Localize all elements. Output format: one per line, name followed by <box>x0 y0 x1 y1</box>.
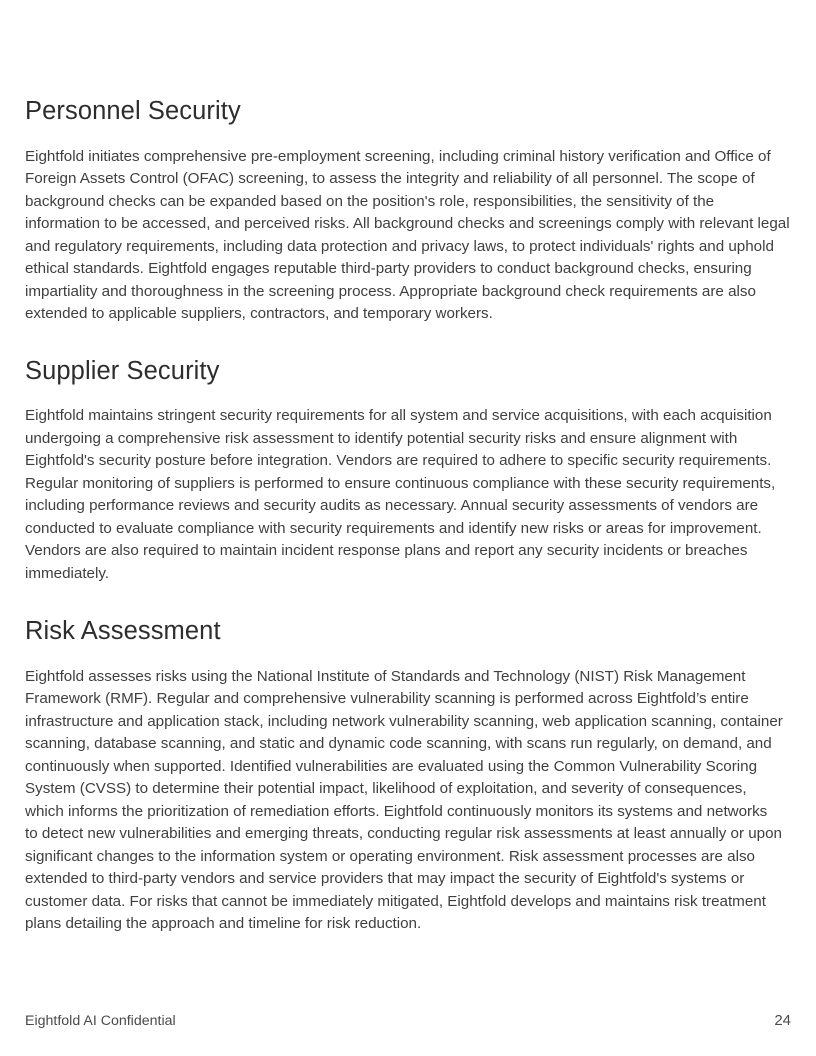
footer-confidentiality-label: Eightfold AI Confidential <box>25 1013 176 1029</box>
section-risk-assessment <box>25 616 793 936</box>
section-supplier-security <box>25 356 793 586</box>
section-personnel-security <box>25 96 793 326</box>
document-content <box>25 96 793 936</box>
section-heading: Risk Assessment <box>25 617 221 646</box>
section-body-paragraph: Eightfold assesses risks using the National Institute of Standards and Technology (NIST) Risk Management Framework (RMF). Regular and comprehensive vulnerability scanning is performed across Eightfold’s entire infrastructure and application stack, including network vulnerability scanning, web application scanning, container scanning, database scanning, and static and dynamic code scanning, with scans run regularly, on demand, and continuously when supported. Identified vulnerabilities are evaluated using the Common Vulnerability Scoring System (CVSS) to determine their potential impact, likelihood of exploitation, and severity of consequences, which informs the prioritization of remediation efforts. Eightfold continuously monitors its systems and networks to detect new vulnerabilities and emerging threats, conducting regular risk assessments at least annually or upon significant changes to the information system or operating environment. Risk assessment processes are also extended to third-party vendors and service providers that may impact the security of Eightfold's systems or customer data. For risks that cannot be immediately mitigated, Eightfold develops and maintains risk treatment plans detailing the approach and timeline for risk reduction. <box>25 667 783 933</box>
section-body-paragraph: Eightfold initiates comprehensive pre-employment screening, including criminal history verification and Office of Foreign Assets Control (OFAC) screening, to assess the integrity and reliability of all personnel. The scope of background checks can be expanded based on the position's role, responsibilities, the sensitivity of the information to be accessed, and perceived risks. All background checks and screenings comply with relevant legal and regulatory requirements, including data protection and privacy laws, to protect individuals' rights and uphold ethical standards. Eightfold engages reputable third-party providers to conduct background checks, ensuring impartiality and thoroughness in the screening process. Appropriate background check requirements are also extended to applicable suppliers, contractors, and temporary workers. <box>25 147 790 323</box>
page-footer <box>25 1012 791 1030</box>
section-body-paragraph: Eightfold maintains stringent security requirements for all system and service acquisitions, with each acquisition undergoing a comprehensive risk assessment to identify potential security risks and ensure alignment with Eightfold's security posture before integration. Vendors are required to adhere to specific security requirements. Regular monitoring of suppliers is performed to ensure continuous compliance with these security requirements, including performance reviews and security audits as necessary. Annual security assessments of vendors are conducted to evaluate compliance with security requirements and identify new risks or areas for improvement. Vendors are also required to maintain incident response plans and report any security incidents or breaches immediately. <box>25 407 776 582</box>
section-heading: Personnel Security <box>25 97 241 125</box>
page-number: 24 <box>774 1012 791 1029</box>
section-heading: Supplier Security <box>25 356 220 385</box>
